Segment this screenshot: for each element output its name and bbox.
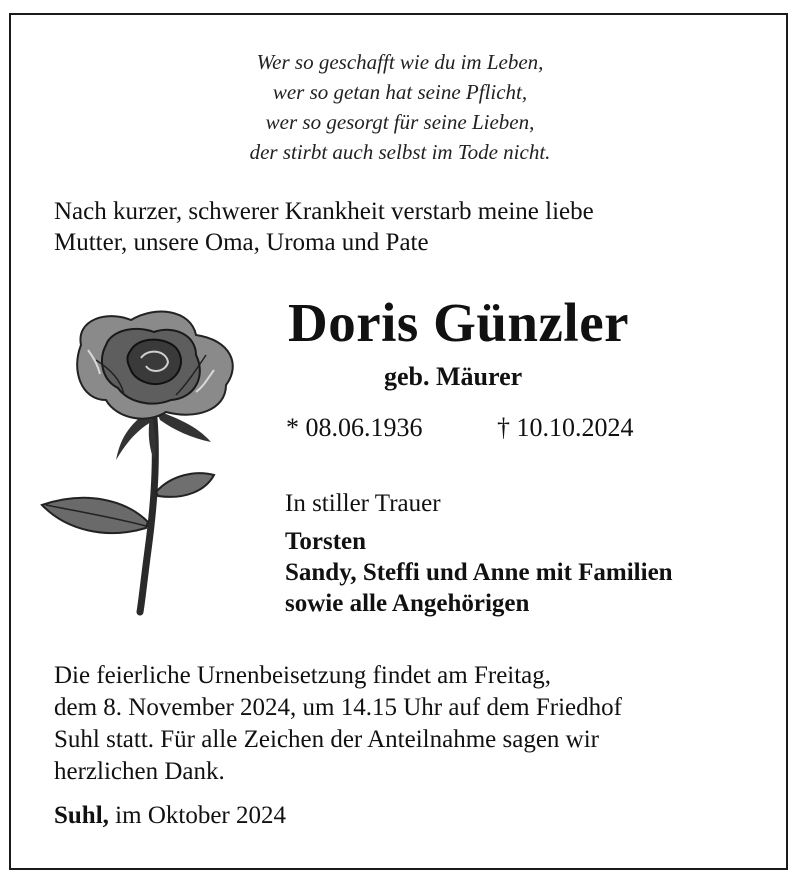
intro-text [54,196,594,258]
poem-line: der stirbt auch selbst im Tode nicht. [249,140,551,164]
death-date: † 10.10.2024 [497,413,634,442]
mourners-list [285,526,673,619]
mourner-line: Sandy, Steffi und Anne mit Familien [285,559,673,586]
closing-date: im Oktober 2024 [115,802,286,829]
notice-line: Suhl statt. Für alle Zeichen der Anteilnahme sagen wir [54,726,599,753]
rose-icon [36,300,246,620]
poem-line: wer so getan hat seine Pflicht, [272,80,528,104]
notice-line: herzlichen Dank. [54,758,225,785]
closing-line [54,800,286,831]
notice-line: dem 8. November 2024, um 14.15 Uhr auf dem Friedhof [54,694,622,721]
mourning-label: In stiller Trauer [285,490,441,517]
maiden-name: geb. Mäurer [384,362,523,391]
notice-line: Die feierliche Urnenbeisetzung findet am Freitag, [54,662,552,689]
funeral-notice [54,660,622,788]
poem [0,47,800,167]
mourner-line: sowie alle Angehörigen [285,590,530,617]
deceased-name: Doris Günzler [288,292,630,353]
intro-line: Nach kurzer, schwerer Krankheit verstarb meine liebe [54,198,594,225]
closing-place: Suhl, [54,802,109,829]
birth-date: * 08.06.1936 [286,413,423,442]
mourner-line: Torsten [285,528,367,555]
intro-line: Mutter, unsere Oma, Uroma und Pate [54,229,429,256]
poem-line: Wer so geschafft wie du im Leben, [256,50,544,74]
poem-line: wer so gesorgt für seine Lieben, [265,110,535,134]
